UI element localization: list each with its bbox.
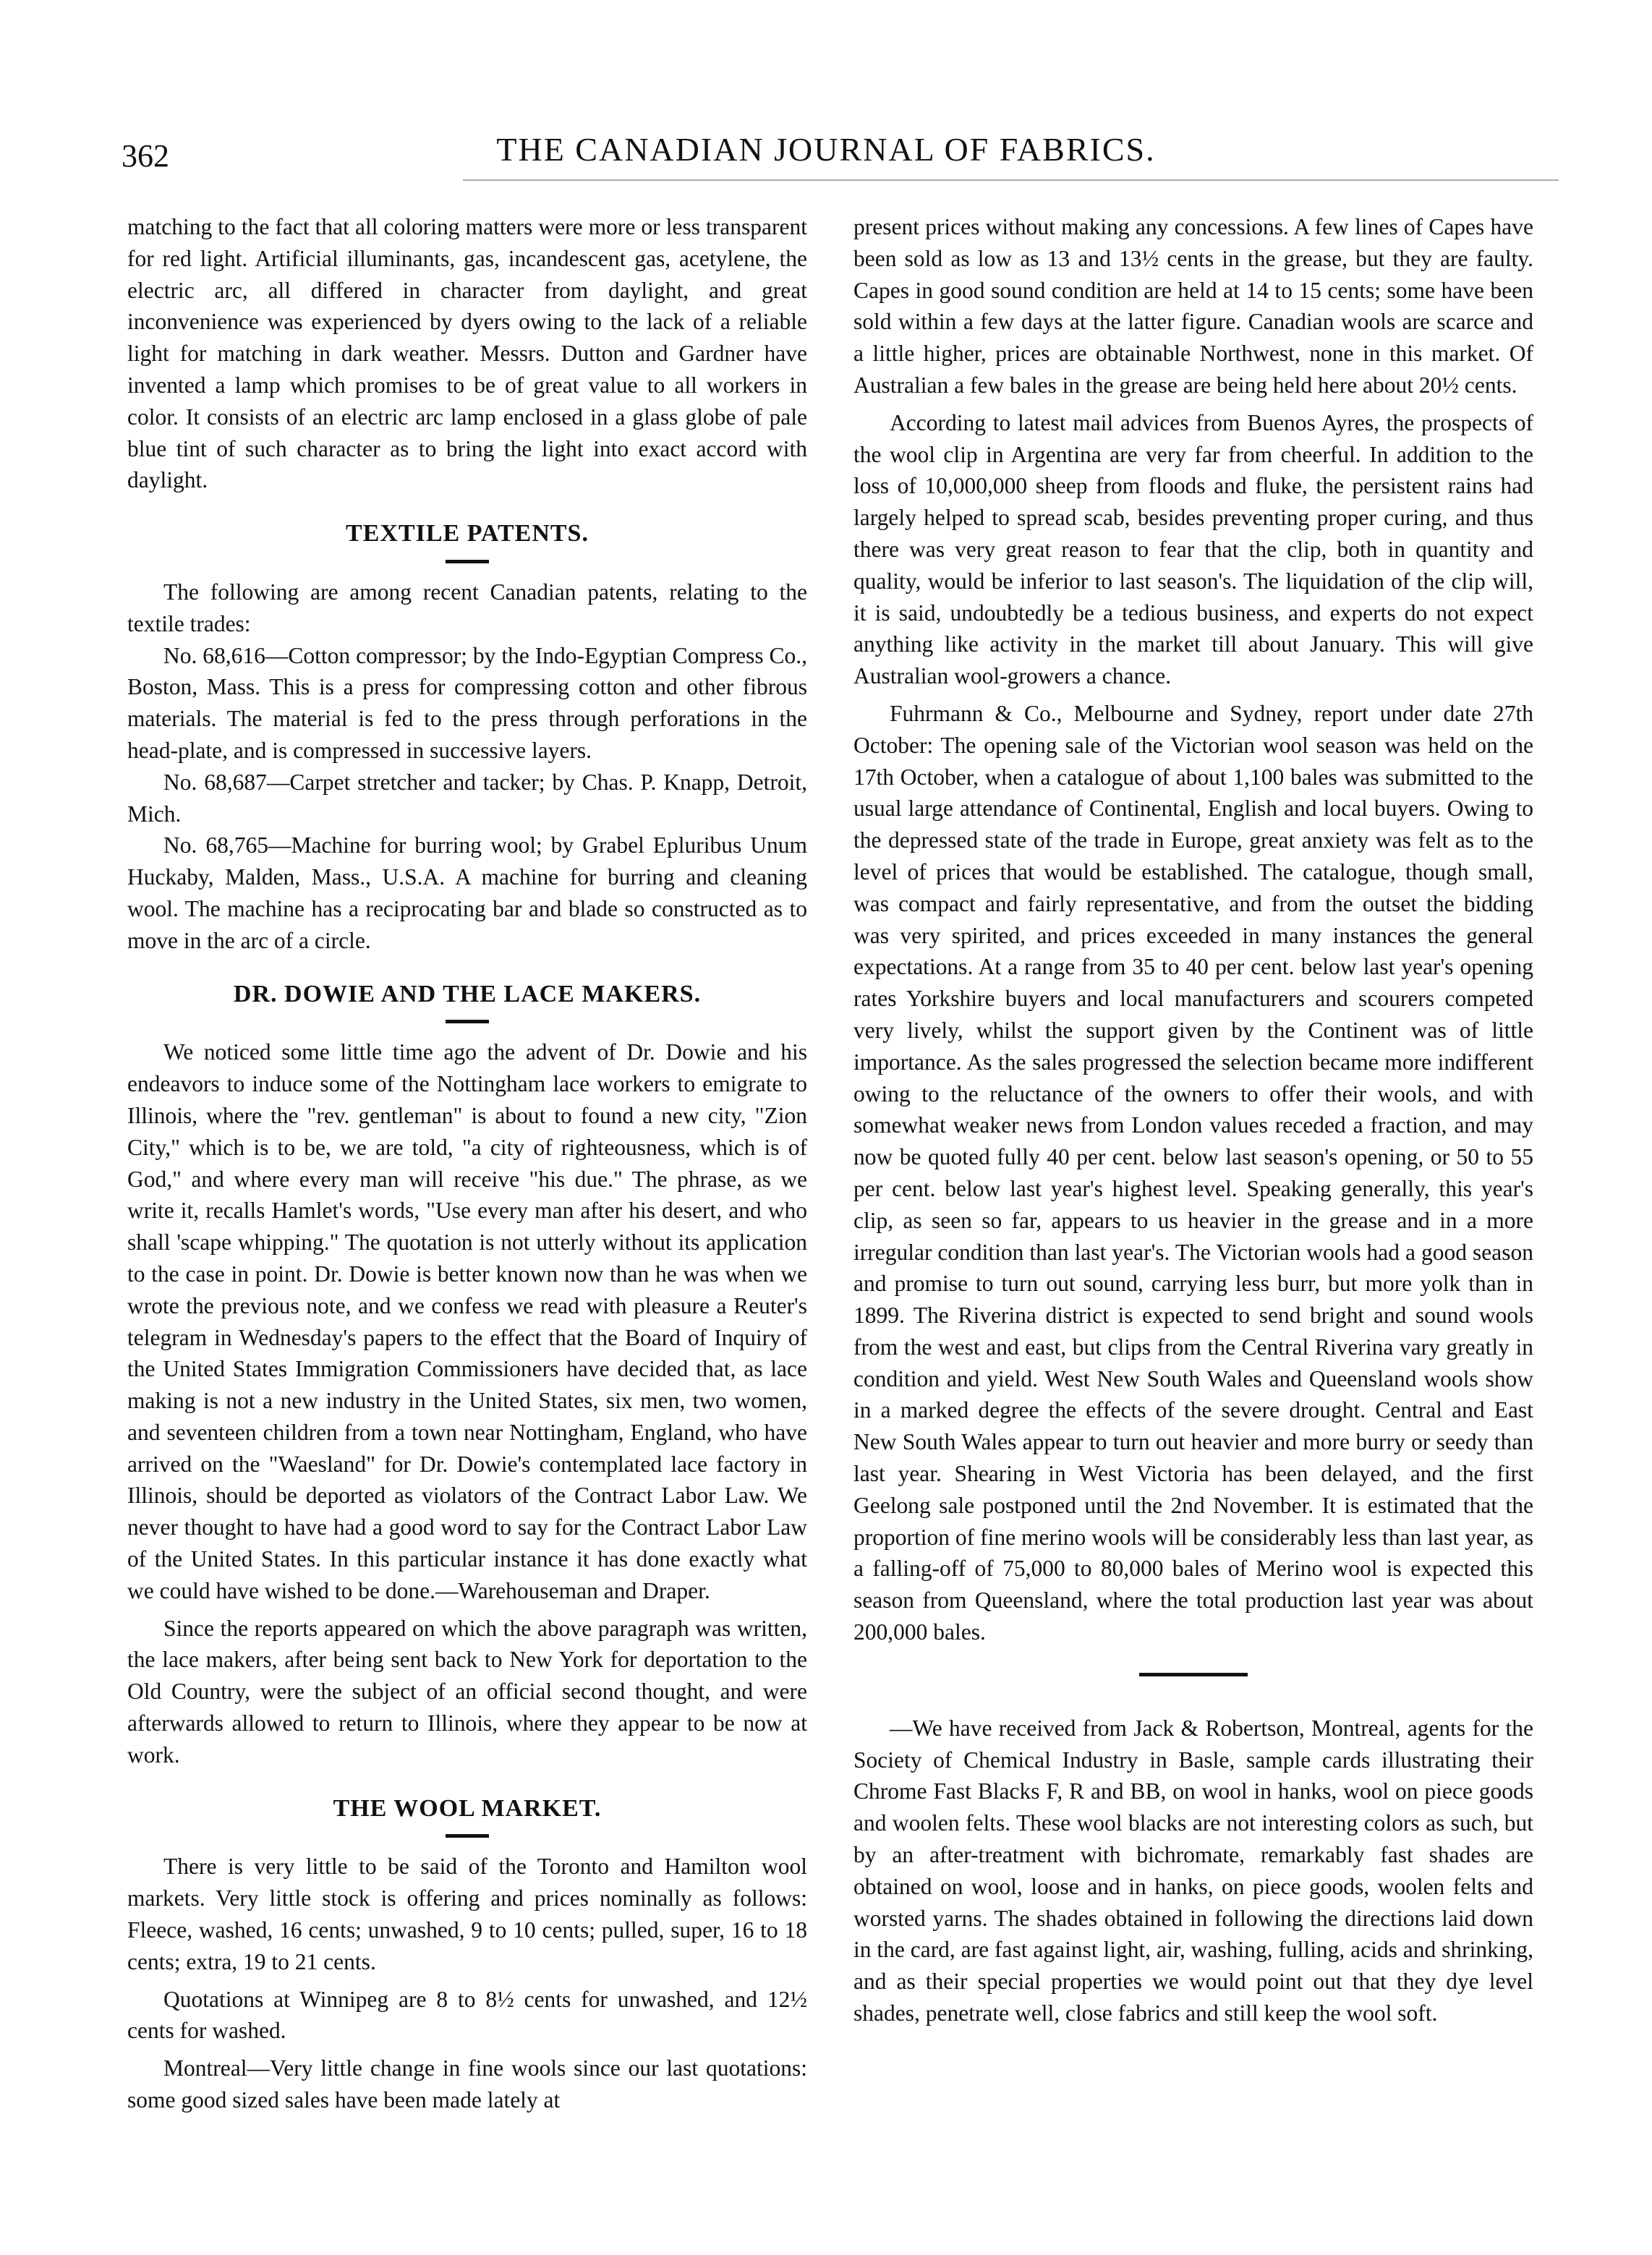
patent-item: No. 68,616—Cotton compressor; by the Indo-Egyptian Compress Co., Boston, Mass. This is a press for compressing cotton and other fibrous materials. The material is fed to the press through perforations in the head-plate, and is compressed in successive layers.	[127, 642, 807, 763]
wool-paragraph-1: There is very little to be said of the Toronto and Hamilton wool markets. Very little stock is offering and prices nominally as follows: Fleece, washed, 16 cents; unwashed, 9 to 10 cents; pulled, super, 16 to 18 cents; extra, 19 to 21 cents.	[127, 1854, 807, 1974]
right-paragraph-1: present prices without making any concessions. A few lines of Capes have been sold as low as 13 and 13½ cents in the grease, but they are faulty. Capes in good sound condition are held at 14 to 15 cents; some have been sold within a few days at the latter figure. Canadian wools are scarce and a little higher, prices are obtainable Northwest, none in this market. Of Australian a few bales in the grease are being held here about 20½ cents.	[853, 214, 1533, 398]
heading-divider	[446, 1834, 489, 1838]
section-separator	[1139, 1673, 1248, 1676]
right-paragraph-2: According to latest mail advices from Buenos Ayres, the prospects of the wool clip in Argentina are very far from cheerful. In addition to the loss of 10,000,000 sheep from floods and fluke, the persistent rains had largely helped to spread scab, besides preventing proper curing, and thus there was very great reason to fear that the clip, both in quantity and quality, would be inferior to last season's. The liquidation of the clip will, it is said, undoubtedly be a tedious business, and experts do not expect anything like activity in the market till about January. This will give Australian wool-growers a chance.	[853, 409, 1533, 689]
left-column	[127, 211, 807, 2122]
wool-market-heading: THE WOOL MARKET.	[333, 1794, 602, 1822]
patent-item: No. 68,765—Machine for burring wool; by Grabel Epluribus Unum Huckaby, Malden, Mass., U.S.A. A machine for burring and cleaning wool. The machine has a reciprocating bar and blade so constructed as to move in the arc of a circle.	[127, 832, 807, 953]
header-rule	[463, 179, 1559, 181]
wool-paragraph-3: Montreal—Very little change in fine wools since our last quotations: some good sized sales have been made lately at	[127, 2055, 807, 2113]
dowie-paragraph-2: Since the reports appeared on which the above paragraph was written, the lace makers, after being sent back to New York for deportation to the Old Country, were the subject of an official second thought, and were afterwards allowed to return to Illinois, where they appear to be now at work.	[127, 1615, 807, 1768]
intro-paragraph: matching to the fact that all coloring matters were more or less transparent for red light. Artificial illuminants, gas, incandescent gas, acetylene, the electric arc, all differed in character from daylight, and great inconvenience was experienced by dyers owing to the lack of a reliable light for matching in dark weather. Messrs. Dutton and Gardner have invented a lamp which promises to be of great value to all workers in color. It consists of an electric arc lamp enclosed in a glass globe of pale blue tint of such character as to bring the light into exact accord with daylight.	[127, 214, 807, 493]
wool-paragraph-2: Quotations at Winnipeg are 8 to 8½ cents for unwashed, and 12½ cents for washed.	[127, 1986, 807, 2044]
textile-patents-heading: TEXTILE PATENTS.	[346, 520, 589, 547]
patent-item: No. 68,687—Carpet stretcher and tacker; by Chas. P. Knapp, Detroit, Mich.	[127, 769, 807, 827]
running-title: THE CANADIAN JOURNAL OF FABRICS.	[496, 131, 1156, 168]
heading-divider	[446, 560, 489, 563]
heading-divider	[446, 1020, 489, 1023]
right-paragraph-4: —We have received from Jack & Robertson, Montreal, agents for the Society of Chemical Industry in Basle, sample cards illustrating their Chrome Fast Blacks F, R and BB, on wool in hanks, wool on piece goods and woolen felts. These wool blacks are not interesting colors as such, but by an after-treatment with bichromate, remarkably fast shades are obtained on wool, loose and in hanks, on piece goods, woolen felts and worsted yarns. The shades obtained in following the directions laid down in the card, are fast against light, air, washing, fulling, acids and shrinking, and as their special properties we would point out that they dye level shades, penetrate well, close fabrics and still keep the wool soft.	[853, 1715, 1534, 2026]
dowie-heading: DR. DOWIE AND THE LACE MAKERS.	[233, 980, 702, 1007]
dowie-paragraph-1: We noticed some little time ago the advent of Dr. Dowie and his endeavors to induce some of the Nottingham lace workers to emigrate to Illinois, where the "rev. gentleman" is about to found a new city, "Zion City," which is to be, we are told, "a city of righteousness, which is of God," and where every man will receive "his due." The phrase, as we write it, recalls Hamlet's words, "Use every man after his desert, and who shall 'scape whipping." The quotation is not utterly without its application to the case in point. Dr. Dowie is better known now than he was when we wrote the previous note, and we confess we read with pleasure a Reuter's telegram in Wednesday's papers to the effect that the Board of Inquiry of the United States Immigration Commissioners have decided that, as lace making is not a new industry in the United States, six men, two women, and seventeen children from a town near Nottingham, England, who have arrived on the "Waesland" for Dr. Dowie's contemplated lace factory in Illinois, should be deported as violators of the Contract Labor Law. We never thought to have had a good word to say for the Contract Labor Law of the United States. In this particular instance it has done exactly what we could have wished to be done.—Warehouseman and Draper.	[127, 1039, 807, 1603]
right-paragraph-3: Fuhrmann & Co., Melbourne and Sydney, report under date 27th October: The opening sale of the Victorian wool season was held on the 17th October, when a catalogue of about 1,100 bales was submitted to the usual large attendance of Continental, English and local buyers. Owing to the depressed state of the trade in Europe, great anxiety was felt as to the level of prices that would be established. The catalogue, though small, was compact and fairly representative, and from the outset the bidding was very spirited, and prices exceeded in many instances the general expectations. At a range from 35 to 40 per cent. below last year's opening rates Yorkshire buyers and local manufacturers and scourers competed very lively, whilst the support given by the Continent was of little importance. As the sales progressed the selection became more indifferent owing to the reluctance of the owners to offer their wools, and with somewhat weaker news from London values receded a fraction, and may now be quoted fully 40 per cent. below last season's opening, or 50 to 55 per cent. below last year's highest level. Speaking generally, this year's clip, as seen so far, appears to us heavier in the grease and in a more irregular condition than last year's. The Victorian wools had a good season and promise to turn out sound, carrying less burr, but more yolk than in 1899. The Riverina district is expected to send bright and sound wools from the west and east, but clips from the Central Riverina vary greatly in condition and yield. West New South Wales and Queensland wools show in a marked degree the effects of the severe drought. Central and East New South Wales appear to turn out heavier and more burry or seedy than last year. Shearing in West Victoria has been delayed, and the first Geelong sale postponed until the 2nd November. It is estimated that the proportion of fine merino wools will be considerably less than last year, as a falling-off of 75,000 to 80,000 bales of Merino wool is expected this season from Queensland, where the total production last year was about 200,000 bales.	[853, 700, 1533, 1645]
page-number: 362	[122, 138, 169, 174]
right-column	[853, 211, 1533, 2035]
patents-intro: The following are among recent Canadian patents, relating to the textile trades:	[127, 579, 807, 636]
